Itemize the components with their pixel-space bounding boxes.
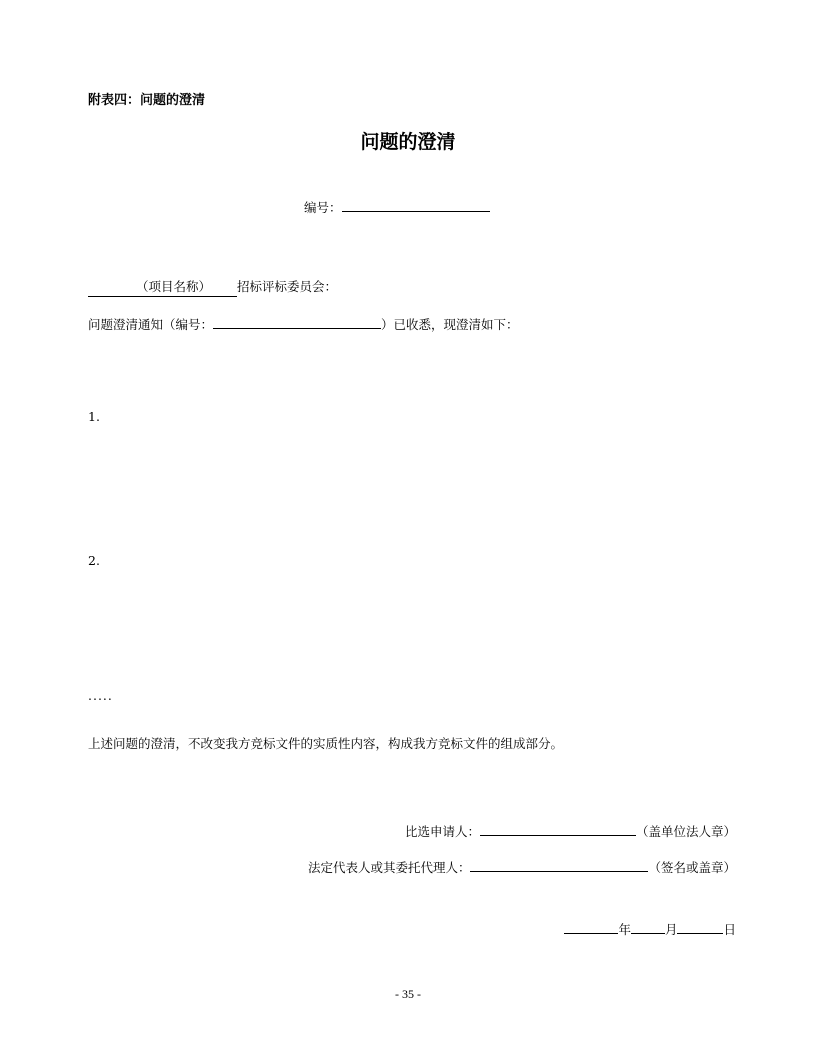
page-number: - 35 - xyxy=(395,987,421,1001)
addressee-row xyxy=(88,278,337,297)
year-label: 年 xyxy=(618,922,631,937)
applicant-signature-blank[interactable] xyxy=(480,822,636,836)
item-1: 1. xyxy=(88,409,100,424)
project-name-label: （项目名称） xyxy=(136,279,212,294)
applicant-label: 比选申请人： xyxy=(404,824,480,839)
month-label: 月 xyxy=(664,922,678,937)
representative-note: （签名或盖章） xyxy=(648,860,736,875)
appendix-label: 附表四：问题的澄清 xyxy=(88,93,206,108)
date-row xyxy=(564,920,736,939)
notice-suffix: ）已收悉，现澄清如下： xyxy=(381,317,519,332)
item-2: 2. xyxy=(88,553,100,568)
month-blank[interactable] xyxy=(631,920,665,934)
number-label: 编号： xyxy=(304,200,342,215)
notice-row xyxy=(88,315,519,334)
day-label: 日 xyxy=(723,922,736,937)
representative-signature-blank[interactable] xyxy=(470,858,648,872)
applicant-note: （盖单位法人章） xyxy=(635,824,736,839)
day-blank[interactable] xyxy=(677,920,723,934)
representative-row xyxy=(308,858,736,877)
notice-number-blank[interactable] xyxy=(213,315,381,329)
representative-label: 法定代表人或其委托代理人： xyxy=(307,860,471,875)
page-title: 问题的澄清 xyxy=(360,131,456,153)
year-blank[interactable] xyxy=(564,920,618,934)
project-name-field[interactable] xyxy=(88,278,237,297)
number-blank[interactable] xyxy=(342,198,490,212)
committee-label: 招标评标委员会： xyxy=(237,279,338,294)
notice-prefix: 问题澄清通知（编号： xyxy=(88,317,214,332)
number-row xyxy=(304,198,490,217)
ellipsis: ..... xyxy=(88,688,113,703)
applicant-row xyxy=(405,822,736,841)
statement-text: 上述问题的澄清，不改变我方竞标文件的实质性内容，构成我方竞标文件的组成部分。 xyxy=(88,736,564,751)
